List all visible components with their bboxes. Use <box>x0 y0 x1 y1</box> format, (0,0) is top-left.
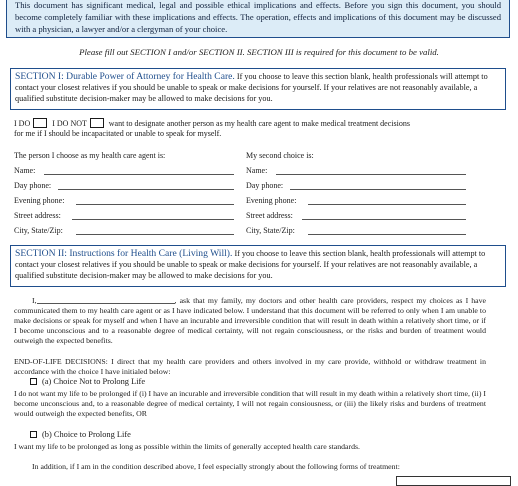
choice-a-text: I do not want my life to be prolonged if (i) I have an incurable and irreversible condition that will result in my death within a relatively short time, (ii) I become unconscious and, to a reasonable degree of medical certainty, I will not regain consiousness, or (iii) the likely risks and burdens of treatment would outweigh the expected benefits, OR <box>14 389 486 418</box>
statement-paragraph <box>14 295 486 346</box>
section-2-title: SECTION II: Instructions for Health Care (Living Will). <box>15 248 233 259</box>
choice-a-row <box>30 377 145 386</box>
second-evephone-field[interactable] <box>308 204 466 205</box>
agent-street-label: Street address: <box>14 211 61 220</box>
second-dayphone-label: Day phone: <box>246 181 284 190</box>
second-street-field[interactable] <box>302 219 466 220</box>
section-1-body: If you choose to leave this section blank, health professionals will attempt to contact your closest relatives if you should be unable to speak or make decisions for yourself. If your relatives are not reasonably available, a qualified substitute decision-maker may be allowed to make decisions for you. <box>15 72 488 103</box>
i-do-not-checkbox[interactable] <box>90 118 104 128</box>
designation-text-2: for me if I should be incapacitated or unable to speak for myself. <box>14 129 222 138</box>
second-city-label: City, State/Zip: <box>246 226 295 235</box>
i-do-checkbox[interactable] <box>33 118 47 128</box>
second-street-label: Street address: <box>246 211 293 220</box>
addition-text: In addition, if I am in the condition described above, I feel especially strongly about the following forms of treatment: <box>32 462 400 471</box>
choice-a-label: (a) Choice Not to Prolong Life <box>42 377 146 386</box>
second-agent-heading: My second choice is: <box>246 151 314 160</box>
section-2-body: If you choose to leave this section blank, health professionals will attempt to contact your closest relatives if you should be unable to speak or make decisions for yourself. If your relatives are not reasonably available, a qualified substitute decision-maker may be allowed to make decisions for you. <box>15 249 486 280</box>
section-2-box <box>10 245 506 287</box>
statement-prefix: I, <box>32 296 37 305</box>
agent-street-field[interactable] <box>72 219 234 220</box>
end-of-life-text: END-OF-LIFE DECISIONS: I direct that my health care providers and others involved in my care provide, withhold or withdraw treatment in accordance with the choice I have initialed below: <box>14 357 486 376</box>
legal-notice-text: This document has significant medical, legal and possible ethical implications and effects. Before you sign this document, you should become completely familiar with these implications and effects. The operation, effects and implications of this document may be discussed with a physician, a lawyer and/or a clergyman of your choice. <box>15 0 501 34</box>
statement-rest: as I have communicated them to my health care agent or as I have indicated below. I understand that this document will be referred to only when I am unable to make decisions or speak for myself and when I have an incurable and irreversible condition that will result in death within a relatively short time, or if I become unconscious and to a reasonable degree of medical certainty, will not regain consciousness, or the risks and burden of treatment would outweigh the expected benefits. <box>14 296 486 345</box>
choice-b-text: I want my life to be prolonged as long as possible within the limits of generally accepted health care standards. <box>14 442 360 451</box>
section-1-title: SECTION I: Durable Power of Attorney for Health Care. <box>15 71 235 82</box>
second-city-field[interactable] <box>308 234 466 235</box>
i-do-not-label: I DO NOT <box>52 119 87 128</box>
agent-dayphone-field[interactable] <box>58 189 234 190</box>
legal-notice-box <box>6 0 510 38</box>
choice-b-row <box>30 430 131 439</box>
agent-city-field[interactable] <box>76 234 234 235</box>
statement-line1: , ask that my family, my doctors and other health care providers, respect my choices <box>174 296 453 305</box>
second-name-label: Name: <box>246 166 268 175</box>
agent-name-label: Name: <box>14 166 36 175</box>
choice-b-label: (b) Choice to Prolong Life <box>42 430 131 439</box>
second-evephone-label: Evening phone: <box>246 196 297 205</box>
designation-text-1: want to designate another person as my health care agent to make medical treatment decisions <box>108 119 410 128</box>
choice-a-checkbox[interactable] <box>30 378 37 385</box>
initial-box[interactable] <box>396 476 511 486</box>
agent-city-label: City, State/Zip: <box>14 226 63 235</box>
choice-b-checkbox[interactable] <box>30 431 37 438</box>
agent-name-field[interactable] <box>44 174 234 175</box>
agent-evephone-field[interactable] <box>76 204 234 205</box>
agent-heading: The person I choose as my health care agent is: <box>14 151 166 160</box>
second-name-field[interactable] <box>276 174 466 175</box>
agent-evephone-label: Evening phone: <box>14 196 65 205</box>
section-1-box <box>10 68 506 110</box>
fill-instruction: Please fill out SECTION I and/or SECTION II. SECTION III is required for this document to be valid. <box>79 47 439 57</box>
statement-name-field[interactable] <box>37 295 175 304</box>
designation-row <box>14 118 410 129</box>
second-dayphone-field[interactable] <box>290 189 466 190</box>
i-do-label: I DO <box>14 119 31 128</box>
agent-dayphone-label: Day phone: <box>14 181 52 190</box>
